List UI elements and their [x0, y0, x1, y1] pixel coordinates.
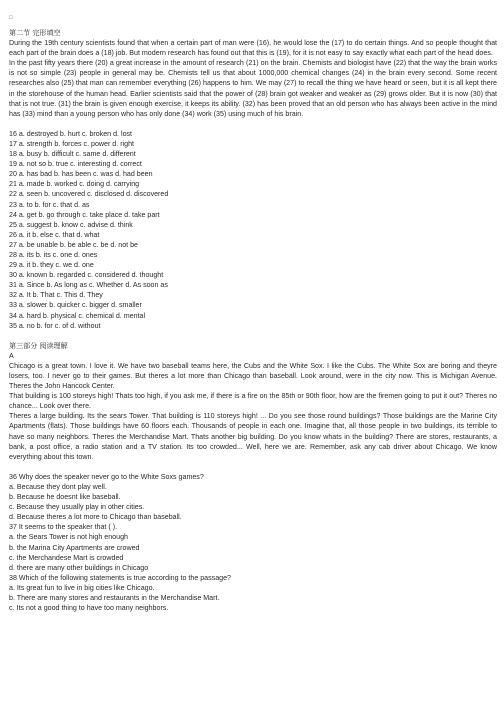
reading-questions	[9, 472, 497, 613]
option-line: 19 a. not so b. true c. interesting d. correct	[9, 160, 142, 169]
section-heading-cloze: 第二节 完形填空	[9, 29, 61, 37]
option-line: 26 a. it b. else c. that d. what	[9, 230, 100, 239]
question-line: c. Because they usually play in other cities.	[9, 503, 145, 512]
section-heading-reading: 第三部分 阅读理解	[9, 341, 68, 350]
option-line: 22 a. seen b. uncovered c. disclosed d. discovered	[9, 190, 169, 199]
option-line: 25 a. suggest b. know c. advise d. think	[9, 220, 133, 229]
option-line: 21 a. made b. worked c. doing d. carrying	[9, 180, 140, 189]
option-line: 23 a. to b. for c. that d. as	[9, 200, 90, 209]
option-line: 35 a. no b. for c. of d. without	[9, 321, 101, 330]
question-line: c. Its not a good thing to have too many neighbors.	[9, 604, 169, 613]
option-line: 32 a. It b. That c. This d. They	[9, 291, 103, 300]
question-line: 38 Which of the following statements is true according to the passage?	[9, 573, 232, 582]
passage-label: A	[9, 351, 14, 360]
cloze-paragraph: During the 19th century scientists found that when a certain part of man were (16), he would lose the (17) to do certain things. And so people thought that each part of the brain does a (18) job. But modern research has found out that this is (19), for it is not easy to say exactly what each part of the head does.	[9, 39, 497, 58]
option-line: 18 a. busy b. difficult c. same d. different	[9, 150, 136, 159]
question-line: a. Because they dont play well.	[9, 482, 107, 491]
question-line: a. the Sears Tower is not high enough	[9, 533, 128, 542]
reading-paragraph: That building is 100 storeys high! Thats too high, if you ask me, if there is a fire on the 85th or 90th floor, how are the firemen going to put it out? Theres no chance... Look over there.	[9, 392, 497, 411]
section-reading	[9, 341, 497, 613]
question-line: 37 It seems to the speaker that ( ).	[9, 523, 118, 532]
question-line: b. There are many stores and restaurants in the Merchandise Mart.	[9, 593, 220, 602]
option-line: 16 a. destroyed b. hurt c. broken d. lost	[9, 129, 133, 138]
question-line: 36 Why does the speaker never go to the White Soxs games?	[9, 472, 204, 481]
option-line: 24 a. get b. go through c. take place d. take part	[9, 210, 160, 219]
reading-paragraph: Theres a large building. Its the sears Tower. That building is 110 storeys high! ... Do you see those round buildings? Those buildings are the Marine City Apartments (flats). Those buildings have 60 floors each. Thousands of people in each one. Imagine that, all those people in two buildings, its terrible to have so many neighbors. Theres the Merchandise Mart. Thats another big building. Do you know whats in the building? There are stores, restaurants, a bank, a post office, a radio station and a TV station. Its too crowded... Well, here we are. Remember, ask any cab driver about Chicago. We know everything about this town.	[9, 412, 497, 461]
option-line: 31 a. Since b. As long as c. Whether d. As soon as	[9, 281, 168, 290]
option-line: 27 a. be unable b. be able c. be d. not be	[9, 240, 138, 249]
cloze-paragraph: In the past fifty years there (20) a great increase in the amount of research (21) on the brain. Chemists and biologist have (22) that the way the brain works is not so simple (23) people in general may be. Chemists tell us that about 1000,000 chemical changes (24) in the brain every second. Some recent researches also (25) that man can remember everything (26) happens to him. We may (27) to recall the thing we have heard or seen, but it is all kept there in the storehouse of the human head. Earlier scientists said that the power of (28) brain got weaker and weaker as (29) grows older. But it is now (30) that that is not true. (31) the brain is given enough exercise, it keeps its ability. (32) has been proved that an old person who has always been active in the mind has (33) mind than a young person who has only done (34) work (35) using much of his brain.	[9, 59, 497, 118]
option-line: 17 a. strength b. forces c. power d. right	[9, 139, 134, 148]
question-line: d. Because theres a lot more to Chicago than baseball.	[9, 513, 182, 522]
cloze-options	[9, 129, 497, 331]
question-line: b. the Marina City Apartments are crowed	[9, 543, 140, 552]
option-line: 29 a. it b. they c. we d. one	[9, 261, 94, 270]
option-line: 28 a. its b. its c. one d. ones	[9, 250, 98, 259]
option-line: 20 a. has bad b. has been c. was d. had been	[9, 170, 153, 179]
question-line: d. there are many other buildings in Chicago	[9, 563, 149, 572]
page-mark: □	[9, 15, 13, 21]
reading-paragraph: Chicago is a great town. I love it. We have two baseball teams here, the Cubs and the White Sox. I like the Cubs. The White Sox are boring and theyre losers, too. I never go to their games. But theres a lot more than Chicago than baseball. Look around, were in the city now. This is Michigan Avenue. Theres the John Hancock Center.	[9, 361, 497, 391]
section-cloze	[9, 28, 497, 331]
question-line: a. Its great fun to live in big cities like Chicago.	[9, 583, 155, 592]
question-line: c. the Merchandese Mart is crowded	[9, 553, 124, 562]
option-line: 34 a. hard b. physical c. chemical d. mental	[9, 311, 146, 320]
option-line: 30 a. known b. regarded c. considered d. thought	[9, 271, 164, 280]
question-line: b. Because he doesnt like baseball.	[9, 493, 121, 502]
option-line: 33 a. slower b. quicker c. bigger d. smaller	[9, 301, 142, 310]
